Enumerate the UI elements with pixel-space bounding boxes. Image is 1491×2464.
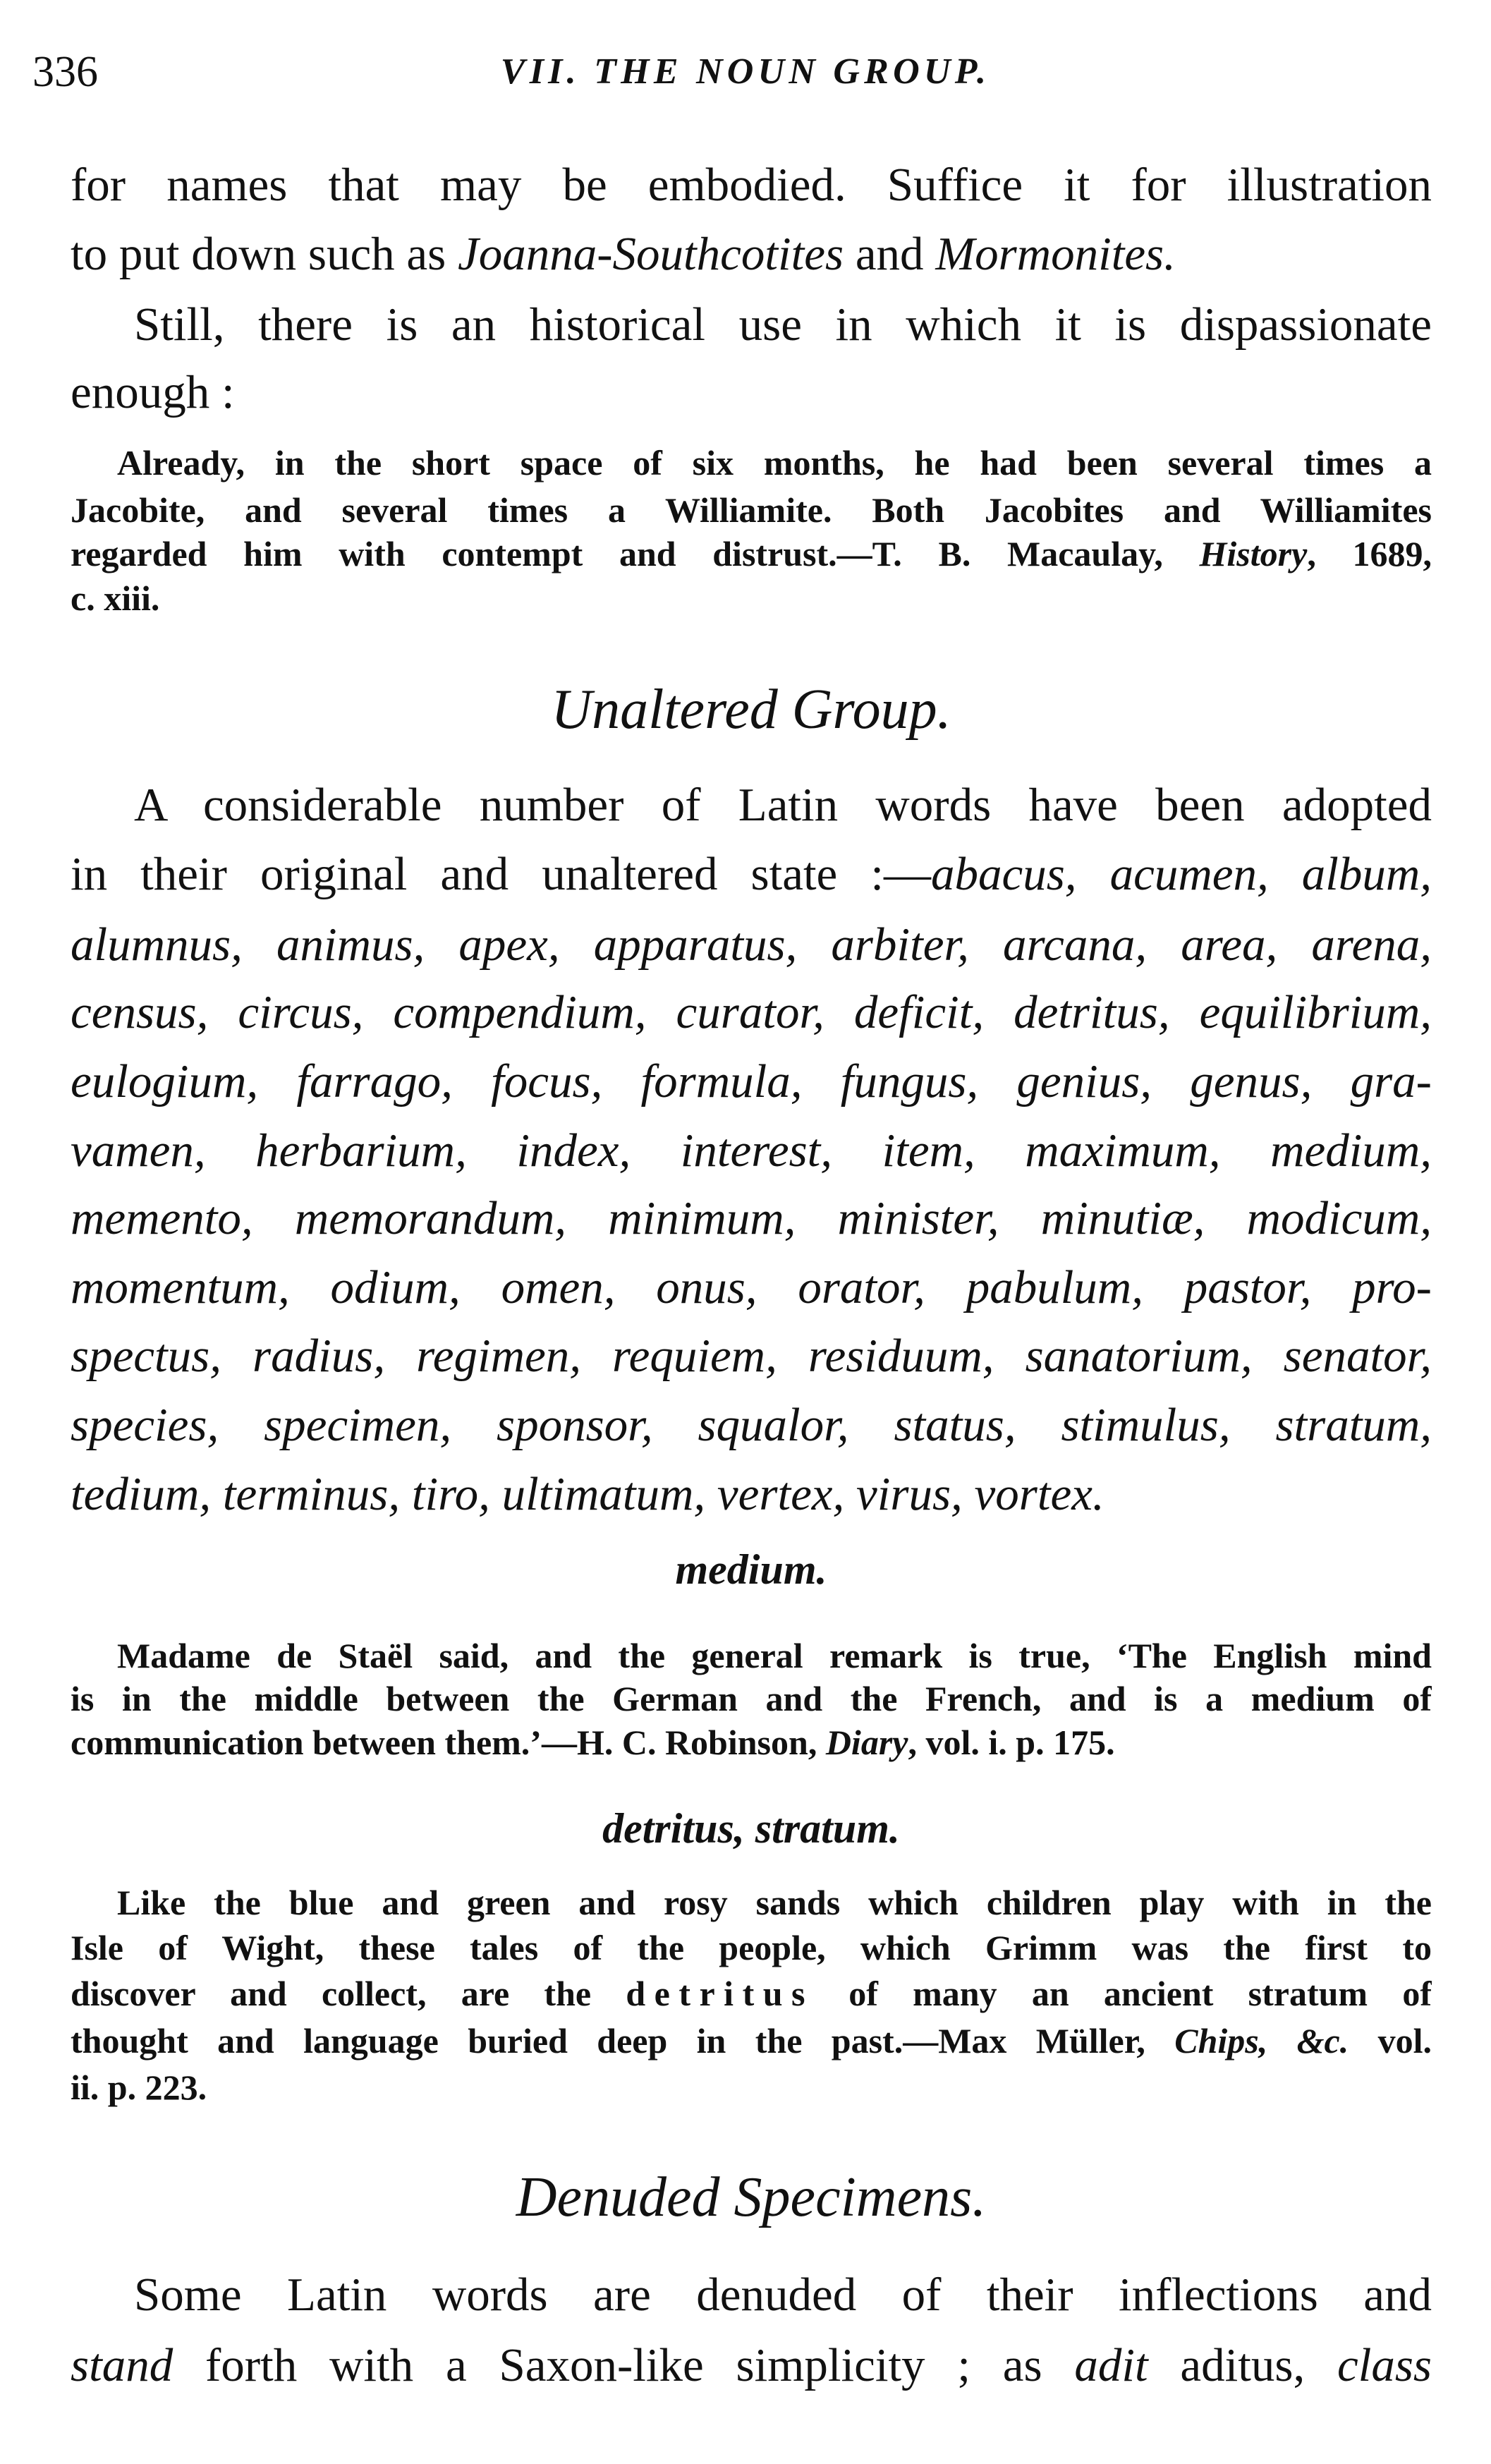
text-segment: alumnus, animus, apex, apparatus, arbiter, arcana, area, arena,	[71, 918, 1432, 971]
text-segment: Denuded Specimens.	[516, 2166, 987, 2228]
example-heading	[71, 1541, 1432, 1598]
section-heading	[71, 2159, 1432, 2236]
text-segment: Mormonites.	[935, 228, 1176, 280]
text-segment: Joanna-Southcotites	[458, 228, 844, 280]
text-segment: Isle of Wight, these tales of the people, which Grimm was the first to	[71, 1928, 1432, 1967]
text-line	[71, 1252, 1432, 1323]
text-segment: Some Latin words are denuded of their inflections and	[134, 2269, 1432, 2321]
text-segment: and	[844, 228, 936, 280]
text-segment: aditus,	[1148, 2339, 1337, 2391]
quotation-line	[71, 2017, 1432, 2064]
page-number: 336	[32, 48, 98, 96]
text-segment: of many an ancient stratum of	[813, 1974, 1432, 2013]
quotation-line	[71, 1924, 1432, 1971]
text-segment: enough :	[71, 366, 235, 418]
text-line	[71, 1390, 1432, 1460]
quotation-line	[71, 1970, 1432, 2017]
text-segment: discover and collect, are the	[71, 1974, 626, 2013]
text-segment: stand	[71, 2339, 174, 2391]
text-segment: Madame de Staël said, and the general remark is true, ‘The English mind	[117, 1636, 1432, 1675]
section-heading	[71, 671, 1432, 748]
text-line	[71, 770, 1432, 840]
text-segment: Jacobite, and several times a Williamite. Both Jacobites and Williamites	[71, 490, 1432, 530]
quotation-line	[71, 530, 1432, 577]
text-segment: thought and language buried deep in the past.—Max Müller,	[71, 2021, 1175, 2061]
text-segment: regarded him with contempt and distrust.—T. B. Macaulay,	[71, 534, 1200, 573]
quotation-line	[71, 439, 1432, 486]
text-segment: memento, memorandum, minimum, minister, minutiæ, modicum,	[71, 1192, 1432, 1244]
text-segment: species, specimen, sponsor, squalor, status, stimulus, stratum,	[71, 1399, 1432, 1451]
text-segment: in their original and unaltered state :—	[71, 848, 931, 900]
text-line	[71, 2259, 1432, 2330]
text-line	[71, 357, 1432, 427]
text-segment: detritus	[626, 1974, 814, 2013]
text-segment: forth with a Saxon-like simplicity ; as	[173, 2339, 1075, 2391]
text-segment: abacus, acumen, album,	[930, 848, 1432, 900]
text-segment: spectus, radius, regimen, requiem, residuum, sanatorium, senator,	[71, 1330, 1432, 1382]
text-segment: , vol. i. p. 175.	[908, 1723, 1115, 1762]
text-line	[71, 1115, 1432, 1186]
text-segment: ii. p. 223.	[71, 2068, 207, 2107]
text-line	[71, 150, 1432, 220]
text-line	[71, 1459, 1432, 1529]
text-line	[71, 1183, 1432, 1254]
text-line	[71, 1321, 1432, 1391]
text-segment: momentum, odium, omen, onus, orator, pabulum, pastor, pro-	[71, 1261, 1432, 1313]
example-heading	[71, 1800, 1432, 1857]
text-segment: Already, in the short space of six months, he had been several times a	[117, 443, 1432, 483]
text-segment: medium.	[675, 1546, 827, 1593]
text-segment: History	[1199, 534, 1308, 573]
text-segment: vamen, herbarium, index, interest, item, maximum, medium,	[71, 1124, 1432, 1177]
text-segment: Diary	[825, 1723, 908, 1762]
text-segment: class	[1337, 2339, 1432, 2391]
text-segment: adit	[1074, 2339, 1148, 2391]
text-segment: vol.	[1349, 2021, 1432, 2061]
text-segment: , 1689,	[1307, 534, 1432, 573]
text-segment: census, circus, compendium, curator, deficit, detritus, equilibrium,	[71, 986, 1432, 1038]
text-line	[71, 839, 1432, 909]
quotation-line	[71, 1632, 1432, 1679]
text-segment: c. xiii.	[71, 578, 160, 618]
text-segment: communication between them.’—H. C. Robinson,	[71, 1723, 826, 1762]
text-line	[71, 909, 1432, 980]
text-segment: to put down such as	[71, 228, 458, 280]
running-title: VII. THE NOUN GROUP.	[500, 51, 991, 92]
text-segment: eulogium, farrago, focus, formula, fungus, genius, genus, gra-	[71, 1055, 1432, 1107]
text-line	[71, 977, 1432, 1048]
text-segment: Chips, &c.	[1174, 2021, 1349, 2061]
quotation-line	[71, 487, 1432, 533]
text-segment: A considerable number of Latin words have been adopted	[134, 779, 1432, 831]
text-segment: is in the middle between the German and the French, and is a medium of	[71, 1679, 1432, 1718]
text-segment: for names that may be embodied. Suffice it for illustration	[71, 159, 1432, 211]
quotation-line	[71, 1675, 1432, 1722]
quotation-line	[71, 575, 1432, 621]
text-segment: Unaltered Group.	[551, 679, 951, 741]
text-line	[71, 1046, 1432, 1117]
text-line	[71, 289, 1432, 360]
quotation-line	[71, 1719, 1432, 1766]
text-segment: tedium, terminus, tiro, ultimatum, vertex, virus, vortex.	[71, 1468, 1104, 1520]
text-line	[71, 2330, 1432, 2401]
text-segment: Like the blue and green and rosy sands which children play with in the	[117, 1883, 1432, 1922]
quotation-line	[71, 1879, 1432, 1926]
quotation-line	[71, 2064, 1432, 2111]
text-segment: detritus, stratum.	[602, 1805, 900, 1852]
text-line	[71, 219, 1432, 289]
text-segment: Still, there is an historical use in which it is dispassionate	[134, 298, 1432, 351]
